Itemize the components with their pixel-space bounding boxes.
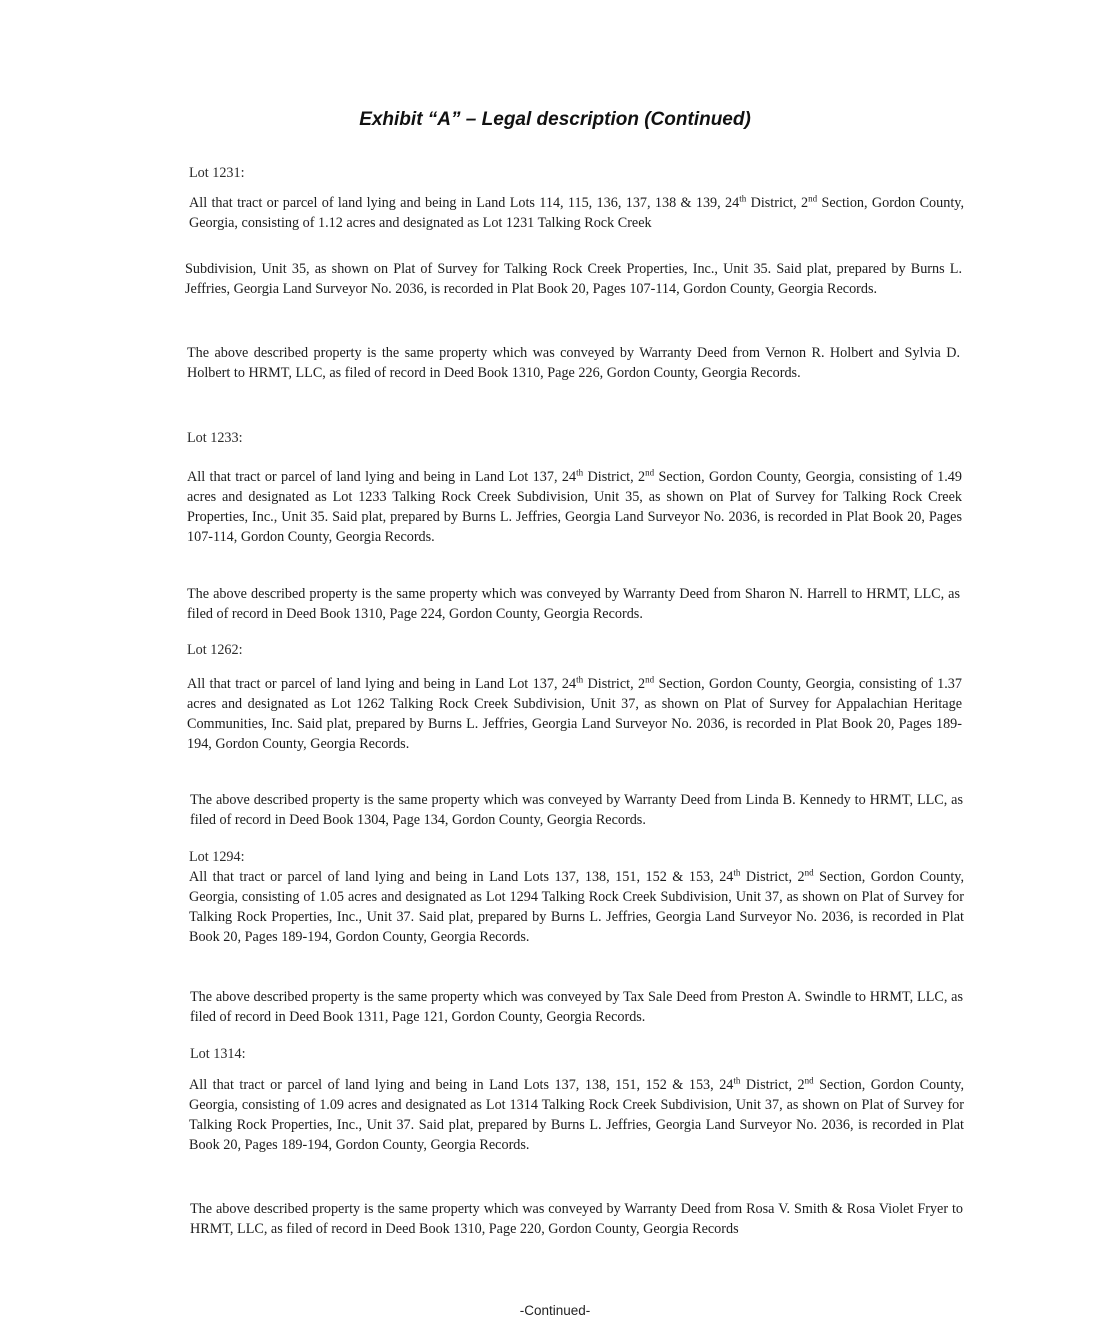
- lot-label: Lot 1231:: [189, 165, 245, 181]
- page-footer: -Continued-: [519, 1303, 591, 1318]
- lot-conveyance: The above described property is the same property which was conveyed by Warranty Deed from Linda B. Kennedy to HRMT, LLC, as filed of record in Deed Book 1304, Page 134, Gordon County, Georgia Records.: [190, 792, 963, 828]
- lot-conveyance: The above described property is the same property which was conveyed by Warranty Deed from Sharon N. Harrell to HRMT, LLC, as filed of record in Deed Book 1310, Page 224, Gordon County, Georgia Records.: [187, 586, 960, 622]
- lot-label: Lot 1262:: [187, 642, 243, 658]
- lot-description-continued: Subdivision, Unit 35, as shown on Plat of Survey for Talking Rock Creek Properties, Inc., Unit 35. Said plat, prepared by Burns L. Jeffries, Georgia Land Surveyor No. 2036, is recorded in Plat Book 20, Pages 107-114, Gordon County, Georgia Records.: [185, 261, 962, 297]
- lot-description: All that tract or parcel of land lying and being in Land Lots 114, 115, 136, 137, 138 & 139, 24th District, 2nd Section, Gordon County, Georgia, consisting of 1.12 acres and designated as Lot 1231 Talking Rock Creek: [189, 193, 964, 231]
- lot-conveyance: The above described property is the same property which was conveyed by Tax Sale Deed from Preston A. Swindle to HRMT, LLC, as filed of record in Deed Book 1311, Page 121, Gordon County, Georgia Records.: [190, 989, 963, 1025]
- lot-description: All that tract or parcel of land lying and being in Land Lot 137, 24th District, 2nd Section, Gordon County, Georgia, consisting of 1.37 acres and designated as Lot 1262 Talking Rock Creek Subdivision, Unit 37, as shown on Plat of Survey for Appalachian Heritage Communities, Inc. Said plat, prepared by Burns L. Jeffries, Georgia Land Surveyor No. 2036, is recorded in Plat Book 20, Pages 189-194, Gordon County, Georgia Records.: [187, 674, 962, 752]
- lot-label: Lot 1314:: [190, 1046, 246, 1062]
- page-title: Exhibit “A” – Legal description (Continued): [359, 109, 751, 130]
- lot-conveyance: The above described property is the same property which was conveyed by Warranty Deed from Rosa V. Smith & Rosa Violet Fryer to HRMT, LLC, as filed of record in Deed Book 1310, Page 220, Gordon County, Georgia Records: [190, 1201, 963, 1237]
- lot-conveyance: The above described property is the same property which was conveyed by Warranty Deed from Vernon R. Holbert and Sylvia D. Holbert to HRMT, LLC, as filed of record in Deed Book 1310, Page 226, Gordon County, Georgia Records.: [187, 345, 960, 381]
- lot-description: All that tract or parcel of land lying and being in Land Lot 137, 24th District, 2nd Section, Gordon County, Georgia, consisting of 1.49 acres and designated as Lot 1233 Talking Rock Creek Subdivision, Unit 35, as shown on Plat of Survey for Talking Rock Creek Properties, Inc., Unit 35. Said plat, prepared by Burns L. Jeffries, Georgia Land Surveyor No. 2036, is recorded in Plat Book 20, Pages 107-114, Gordon County, Georgia Records.: [187, 467, 962, 545]
- lot-description: All that tract or parcel of land lying and being in Land Lots 137, 138, 151, 152 & 153, 24th District, 2nd Section, Gordon County, Georgia, consisting of 1.05 acres and designated as Lot 1294 Talking Rock Creek Subdivision, Unit 37, as shown on Plat of Survey for Talking Rock Properties, Inc., Unit 37. Said plat, prepared by Burns L. Jeffries, Georgia Land Surveyor No. 2036, is recorded in Plat Book 20, Pages 189-194, Gordon County, Georgia Records.: [189, 867, 965, 945]
- lot-label: Lot 1233:: [187, 430, 243, 446]
- lot-description: All that tract or parcel of land lying and being in Land Lots 137, 138, 151, 152 & 153, 24th District, 2nd Section, Gordon County, Georgia, consisting of 1.09 acres and designated as Lot 1314 Talking Rock Creek Subdivision, Unit 37, as shown on Plat of Survey for Talking Rock Properties, Inc., Unit 37. Said plat, prepared by Burns L. Jeffries, Georgia Land Surveyor No. 2036, is recorded in Plat Book 20, Pages 189-194, Gordon County, Georgia Records.: [189, 1075, 965, 1153]
- lot-label: Lot 1294:: [189, 849, 245, 865]
